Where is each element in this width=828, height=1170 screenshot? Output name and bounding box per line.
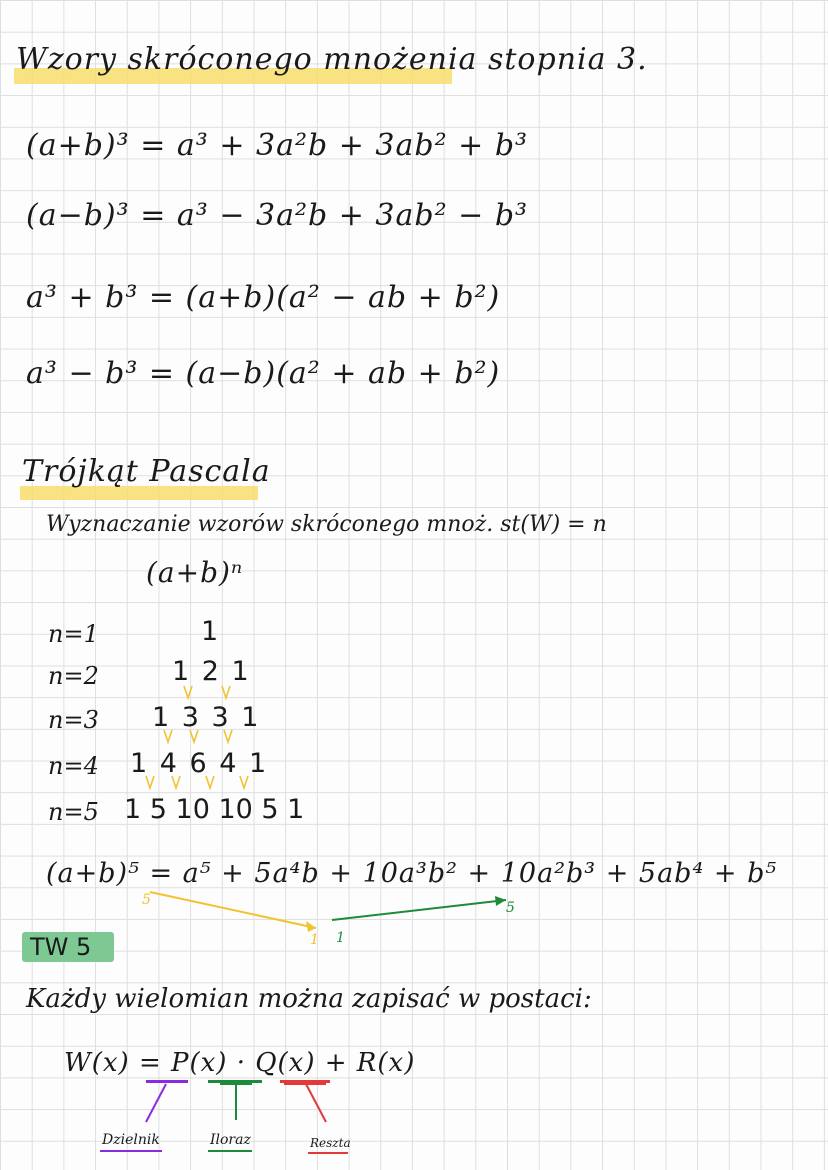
label-divisor-underline bbox=[100, 1150, 162, 1152]
green-exponent-arrow bbox=[332, 900, 506, 920]
arrow-mark-1-yellow: 1 bbox=[310, 932, 319, 948]
row-values-n3: 1 3 3 1 bbox=[152, 702, 261, 733]
divisor-underline bbox=[146, 1080, 188, 1083]
arrow-mark-5-right: 5 bbox=[506, 900, 515, 916]
row-label-n5: n=5 bbox=[48, 798, 99, 826]
formula-diff-cube: (a−b)³ = a³ − 3a²b + 3ab² − b³ bbox=[26, 198, 529, 233]
arrow-mark-1-green: 1 bbox=[336, 930, 345, 946]
row-label-n3: n=3 bbox=[48, 706, 99, 734]
page-title: Wzory skróconego mnożenia stopnia 3. bbox=[16, 42, 648, 77]
theorem-equation: W(x) = P(x) · Q(x) + R(x) bbox=[64, 1048, 416, 1078]
expansion-n5: (a+b)⁵ = a⁵ + 5a⁴b + 10a³b² + 10a²b³ + 5ab⁴ + b⁵ bbox=[46, 858, 778, 889]
theorem-badge: TW 5 bbox=[22, 932, 114, 962]
formula-sum-cube: (a+b)³ = a³ + 3a²b + 3ab² + b³ bbox=[26, 128, 529, 163]
label-quotient-underline bbox=[208, 1150, 252, 1152]
label-quotient: Iloraz bbox=[210, 1132, 251, 1148]
label-remainder: Reszta bbox=[310, 1136, 351, 1150]
row-label-n1: n=1 bbox=[48, 620, 99, 648]
theorem-statement: Każdy wielomian można zapisać w postaci: bbox=[26, 984, 592, 1014]
label-divisor: Dzielnik bbox=[102, 1132, 160, 1148]
row-values-n4: 1 4 6 4 1 bbox=[130, 748, 269, 779]
pascal-heading: Trójkąt Pascala bbox=[22, 454, 271, 489]
label-remainder-underline bbox=[308, 1152, 348, 1154]
row-values-n5: 1 5 10 10 5 1 bbox=[124, 794, 305, 825]
row-values-n1: 1 bbox=[201, 616, 219, 647]
remainder-underline bbox=[280, 1080, 330, 1083]
arrow-mark-5-left: 5 bbox=[142, 892, 151, 908]
row-values-n2: 1 2 1 bbox=[172, 656, 251, 687]
pascal-yellow-arrows bbox=[146, 686, 248, 788]
row-label-n2: n=2 bbox=[48, 662, 99, 690]
formula-sum-of-cubes: a³ + b³ = (a+b)(a² − ab + b²) bbox=[26, 280, 501, 315]
quotient-underline bbox=[208, 1080, 262, 1083]
yellow-exponent-arrow bbox=[150, 892, 316, 928]
pascal-subtitle: Wyznaczanie wzorów skróconego mnoż. st(W) = n bbox=[46, 512, 607, 537]
formula-diff-of-cubes: a³ − b³ = (a−b)(a² + ab + b²) bbox=[26, 356, 501, 391]
row-label-n4: n=4 bbox=[48, 752, 99, 780]
pascal-binomial: (a+b)ⁿ bbox=[146, 556, 244, 589]
